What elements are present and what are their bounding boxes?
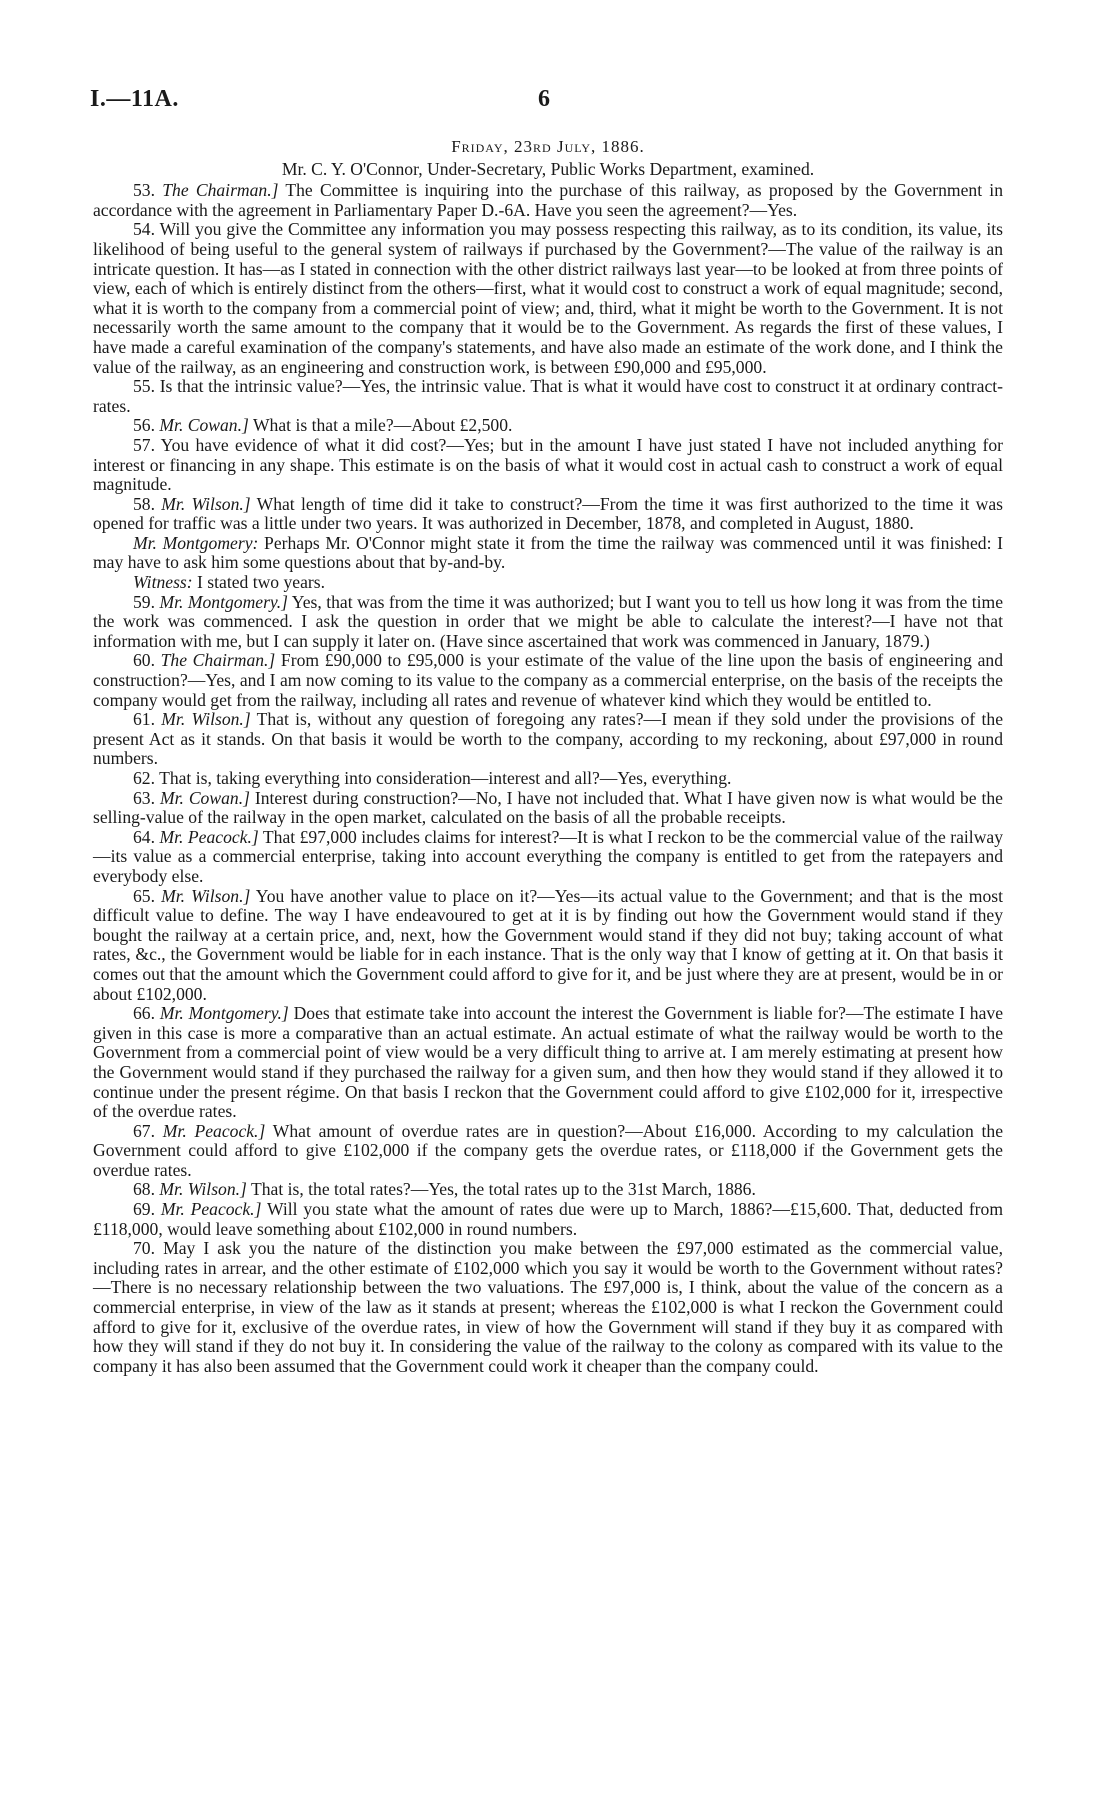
question-number: 69. (133, 1199, 161, 1220)
speaker-name: Mr. Wilson.] (161, 709, 251, 730)
paragraph-text: That is, taking everything into consideration—interest and all?—Yes, everything. (159, 768, 732, 788)
question-paragraph (93, 593, 1003, 652)
question-number: 59. (133, 591, 160, 612)
speaker-name: Mr. Peacock.] (159, 826, 259, 847)
question-number: 55. (133, 376, 160, 397)
question-paragraph (93, 573, 1003, 593)
paragraph-text: Does that estimate take into account the interest the Government is liable for?—The estimate I have given in this case is more a comparative than an actual estimate. An actual estimate of what the railway would be worth to the Government from a commercial point of view would be a very difficult thing to arrive at. I am merely estimating at present how the Government would stand if they purchased the railway for a given sum, and then how they would stand if they allowed it to continue under the present régime. On that basis I reckon that the Government could afford to give £102,000 for it, irrespective of the overdue rates. (93, 1003, 1003, 1122)
speaker-name: The Chairman.] (162, 180, 279, 201)
paragraph-text: What amount of overdue rates are in question?—About £16,000. According to my calculation the Government could afford to give £102,000 if the company gets the overdue rates, or £118,000 if the Government gets the overdue rates. (93, 1120, 1004, 1180)
speaker-name: Mr. Montgomery.] (159, 591, 289, 612)
question-paragraph (93, 828, 1003, 887)
speaker-name: Mr. Montgomery: (133, 532, 259, 553)
question-paragraph (93, 181, 1003, 220)
question-number: 63. (133, 787, 160, 808)
question-paragraph (93, 789, 1003, 828)
witness-heading: Mr. C. Y. O'Connor, Under-Secretary, Public Works Department, examined. (281, 158, 815, 179)
paragraph-text: You have another value to place on it?—Yes—its actual value to the Government; and that is the most difficult value to define. The way I have endeavoured to get at it is by finding out how the Government would stand if they bought the railway at a certain price, and, next, how the Government would stand if they did not buy; taking account of what rates, &c., the Government would be liable for in each instance. That is the only way that I know of getting at it. On that basis it comes out that the amount which the Government could afford to give for it, and be just where they are at present, would be in or about £102,000. (93, 885, 1004, 1004)
question-number: 60. (133, 650, 161, 671)
paragraph-text: What length of time did it take to construct?—From the time it was first authorized to the time it was opened for traffic was a little under two years. It was authorized in December, 1878, and completed in August, 1880. (93, 493, 1004, 534)
speaker-name: Mr. Montgomery.] (159, 1003, 289, 1024)
question-number: 64. (133, 826, 160, 847)
paragraph-text: I stated two years. (192, 572, 326, 593)
paragraph-text: Perhaps Mr. O'Connor might state it from the time the railway was commenced until it was finished: I may have to ask him some questions about that by-and-by. (93, 532, 1003, 573)
paragraph-text: You have evidence of what it did cost?—Yes; but in the amount I have just stated I have not included anything for interest or financing in any shape. This estimate is on the basis of what it would cost in actual cash to construct a work of equal magnitude. (93, 434, 1003, 495)
speaker-name: Mr. Peacock.] (160, 1199, 262, 1220)
speaker-name: Mr. Peacock.] (162, 1120, 266, 1141)
paragraph-text: Is that the intrinsic value?—Yes, the intrinsic value. That is what it would have cost to construct it at ordinary contract-rates. (93, 376, 1004, 416)
paragraph-text: May I ask you the nature of the distinction you make between the £97,000 estimated as the commercial value, including rates in arrear, and the other estimate of £102,000 which you say it would be worth to the Government without rates?—There is no necessary relationship between the two valuations. The £97,000 is, I think, about the value of the concern as a commercial enterprise, in view of the law as it stands at present; whereas the £102,000 is what I reckon the Government could afford to give for it, exclusive of the overdue rates, in view of how the Government will stand if they buy it as compared with how they will stand if they do not buy it. In considering the value of the railway to the colony as compared with its value to the company it has also been assumed that the Government could work it cheaper than the company could. (93, 1238, 1003, 1376)
question-paragraph (93, 710, 1003, 769)
paragraph-text: That is, without any question of foregoing any rates?—I mean if they sold under the provisions of the present Act as it stands. On that basis it would be worth to the company, according to my reckoning, about £97,000 in round numbers. (93, 709, 1003, 769)
paragraph-text: Will you give the Committee any information you may possess respecting this railway, as to its condition, its value, its likelihood of being useful to the general system of railways if purchased by the Government?—The value of the railway is an intricate question. It has—as I stated in connection with the other district railways last year—to be looked at from three points of view, each of which is entirely distinct from the others—first, what it would cost to construct a work of equal magnitude; second, what it is worth to the company from a commercial point of view; and, third, what it might be worth to the Government. It is not necessarily worth the same amount to the company that it would be to the Government. As regards the first of these values, I have made a careful examination of the company's statements, and have also made an estimate of the work done, and I think the value of the railway, as an engineering and construction work, is between £90,000 and £95,000. (93, 219, 1003, 377)
page-header (0, 86, 1114, 122)
paper-reference: I.—11A. (90, 86, 179, 112)
question-paragraph (93, 377, 1003, 416)
speaker-name: Mr. Cowan.] (159, 415, 249, 436)
session-date: Friday, 23rd July, 1886. (451, 137, 645, 156)
speaker-name: The Chairman.] (160, 650, 276, 671)
question-paragraph (93, 436, 1003, 495)
paragraph-text: That £97,000 includes claims for interest?—It is what I reckon to be the commercial value of the railway—its value as a commercial enterprise, taking into account everything the company is entitled to get from the ratepayers and everybody else. (93, 826, 1004, 886)
speaker-name: Mr. Wilson.] (161, 493, 251, 514)
paragraph-text: What is that a mile?—About £2,500. (248, 415, 513, 436)
question-number: 68. (133, 1179, 160, 1200)
question-paragraph (93, 220, 1003, 377)
paragraph-text: From £90,000 to £95,000 is your estimate of the value of the line upon the basis of engineering and construction?—Yes, and I am now coming to its value to the company as a commercial enterprise, on the basis of the receipts the company would get from the railway, including all rates and revenue of whatever kind which they would be entitled to. (93, 650, 1003, 710)
speaker-name: Mr. Cowan.] (159, 787, 250, 808)
question-number: 61. (133, 709, 162, 730)
paragraph-list (93, 181, 1003, 1376)
paragraph-text: Interest during construction?—No, I have not included that. What I have given now is what would be the selling-value of the railway in the open market, calculated on the basis of all the probable receipts. (93, 787, 1003, 828)
question-number: 58. (133, 493, 162, 514)
question-paragraph (93, 1200, 1003, 1239)
paragraph-text: The Committee is inquiring into the purchase of this railway, as proposed by the Government in accordance with the agreement in Parliamentary Paper D.-6A. Have you seen the agreement?—Yes. (93, 180, 1003, 220)
question-number: 70. (133, 1238, 164, 1259)
question-paragraph (93, 769, 1003, 789)
paragraph-text: That is, the total rates?—Yes, the total rates up to the 31st March, 1886. (246, 1179, 756, 1200)
question-paragraph (93, 887, 1003, 1005)
question-number: 53. (133, 180, 163, 201)
question-number: 67. (133, 1120, 163, 1141)
question-paragraph (93, 1239, 1003, 1376)
document-body (93, 137, 1003, 1376)
question-paragraph (93, 416, 1003, 436)
question-paragraph (93, 495, 1003, 534)
question-number: 62. (133, 768, 160, 788)
question-number: 56. (133, 415, 160, 436)
speaker-name: Witness: (133, 572, 193, 593)
speaker-name: Mr. Wilson.] (161, 885, 251, 906)
speaker-name: Mr. Wilson.] (159, 1179, 247, 1200)
question-number: 57. (133, 434, 161, 455)
question-number: 66. (133, 1003, 160, 1024)
page-number: 6 (538, 86, 550, 112)
question-number: 54. (133, 219, 160, 240)
paragraph-text: Yes, that was from the time it was authorized; but I want you to tell us how long it was from the time the work was commenced. I ask the question in order that we might be able to calculate the interest?—I have not that information with me, but I can supply it later on. (Have since ascertained that work was commenced in January, 1879.) (93, 591, 1003, 651)
paragraph-text: Will you state what the amount of rates due were up to March, 1886?—£15,600. That, deducted from £118,000, would leave something about £102,000 in round numbers. (93, 1199, 1004, 1239)
question-paragraph (93, 1122, 1003, 1181)
question-number: 65. (133, 885, 162, 906)
question-paragraph (93, 1004, 1003, 1122)
question-paragraph (93, 651, 1003, 710)
question-paragraph (93, 1180, 1003, 1200)
question-paragraph (93, 534, 1003, 573)
